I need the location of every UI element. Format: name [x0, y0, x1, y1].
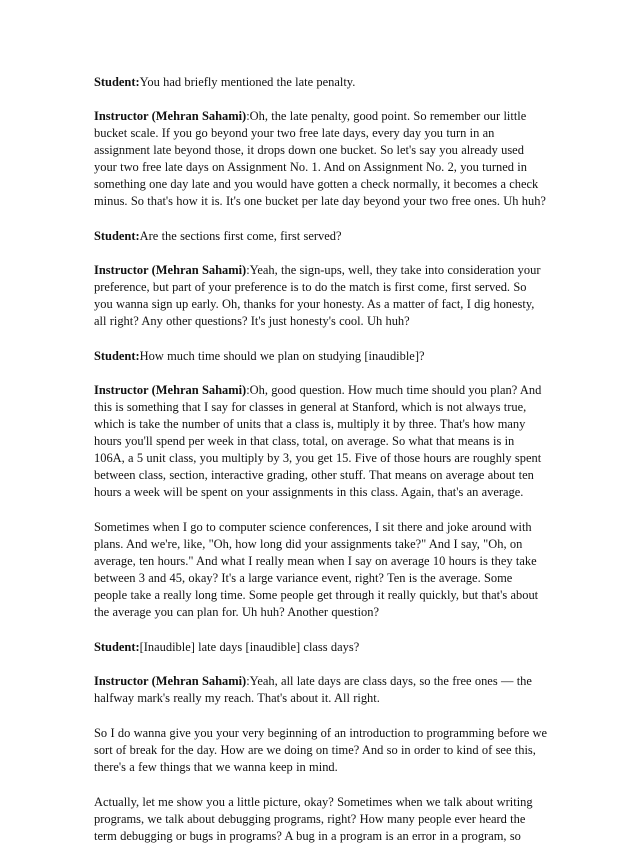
transcript-paragraph [94, 228, 548, 245]
paragraph-text: So I do wanna give you your very beginning of an introduction to programming before we sort of break for the day. How are we doing on time? And so in order to kind of see this, there's a few things that we wanna keep in mind. [94, 726, 548, 774]
speaker-label: Student: [94, 75, 140, 89]
paragraph-text: :Oh, the late penalty, good point. So remember our little bucket scale. If you go beyond your two free late days, every day you turn in an assignment late beyond those, it drops down one bucket. So let's say you already used your two free late days on Assignment No. 1. And on Assignment No. 2, you turned in something one day late and you would have gotten a check normally, it becomes a check minus. So that's how it is. It's one bucket per late day beyond your two free ones. Uh huh? [94, 109, 546, 208]
speaker-label: Student: [94, 640, 140, 654]
speaker-label: Instructor (Mehran Sahami) [94, 263, 247, 277]
transcript-paragraph [94, 108, 548, 210]
paragraph-text: [Inaudible] late days [inaudible] class days? [139, 640, 360, 654]
paragraph-text: :Yeah, the sign-ups, well, they take into consideration your preference, but part of your preference is to do the match is first come, first served. So you wanna sign up early. Oh, thanks for your honesty. As a matter of fact, I dig honesty, all right? Any other questions? It's just honesty's cool. Uh huh? [94, 263, 541, 328]
speaker-label: Student: [94, 349, 140, 363]
transcript-paragraph [94, 262, 548, 330]
paragraph-text: :Oh, good question. How much time should you plan? And this is something that I say for classes in general at Stanford, which is not always true, which is take the number of units that a class is, multiply it by three. That's how many hours you'll spend per week in that class, total, on average. So what that means is in 106A, a 5 unit class, you multiply by 3, you get 15. Five of those hours are roughly spent between class, section, interactive grading, other stuff. That means on average about ten hours a week will be spent on your assignments in this class. Again, that's an average. [94, 383, 542, 499]
paragraph-text: How much time should we plan on studying [inaudible]? [139, 349, 425, 363]
transcript-paragraph [94, 794, 548, 845]
transcript-paragraph [94, 639, 548, 656]
speaker-label: Instructor (Mehran Sahami) [94, 383, 247, 397]
paragraph-text: Are the sections first come, first served? [139, 229, 342, 243]
transcript-paragraph [94, 74, 548, 91]
paragraph-text: You had briefly mentioned the late penalty. [139, 75, 356, 89]
paragraph-text: Sometimes when I go to computer science conferences, I sit there and joke around with plans. And we're, like, "Oh, how long did your assignments take?" And I say, "Oh, on average, ten hours." And what I really mean when I say on average 10 hours is they take between 3 and 45, okay? It's a large variance event, right? Ten is the average. Some people take a really long time. Some people get through it really quickly, but that's about the average you can plan for. Uh huh? Another question? [94, 520, 539, 619]
transcript-paragraph [94, 382, 548, 501]
transcript-paragraph [94, 673, 548, 707]
speaker-label: Instructor (Mehran Sahami) [94, 674, 247, 688]
transcript-paragraph [94, 725, 548, 776]
transcript-paragraph [94, 519, 548, 621]
transcript-body [94, 74, 548, 863]
speaker-label: Student: [94, 229, 140, 243]
paragraph-text: Actually, let me show you a little picture, okay? Sometimes when we talk about writing programs, we talk about debugging programs, right? How many people ever heard the term debugging or bugs in programs? A bug in a program is an error in a program, so [94, 795, 533, 843]
speaker-label: Instructor (Mehran Sahami) [94, 109, 247, 123]
transcript-paragraph [94, 348, 548, 365]
paragraph-text: :Yeah, all late days are class days, so the free ones — the halfway mark's really my reach. That's about it. All right. [94, 674, 532, 705]
